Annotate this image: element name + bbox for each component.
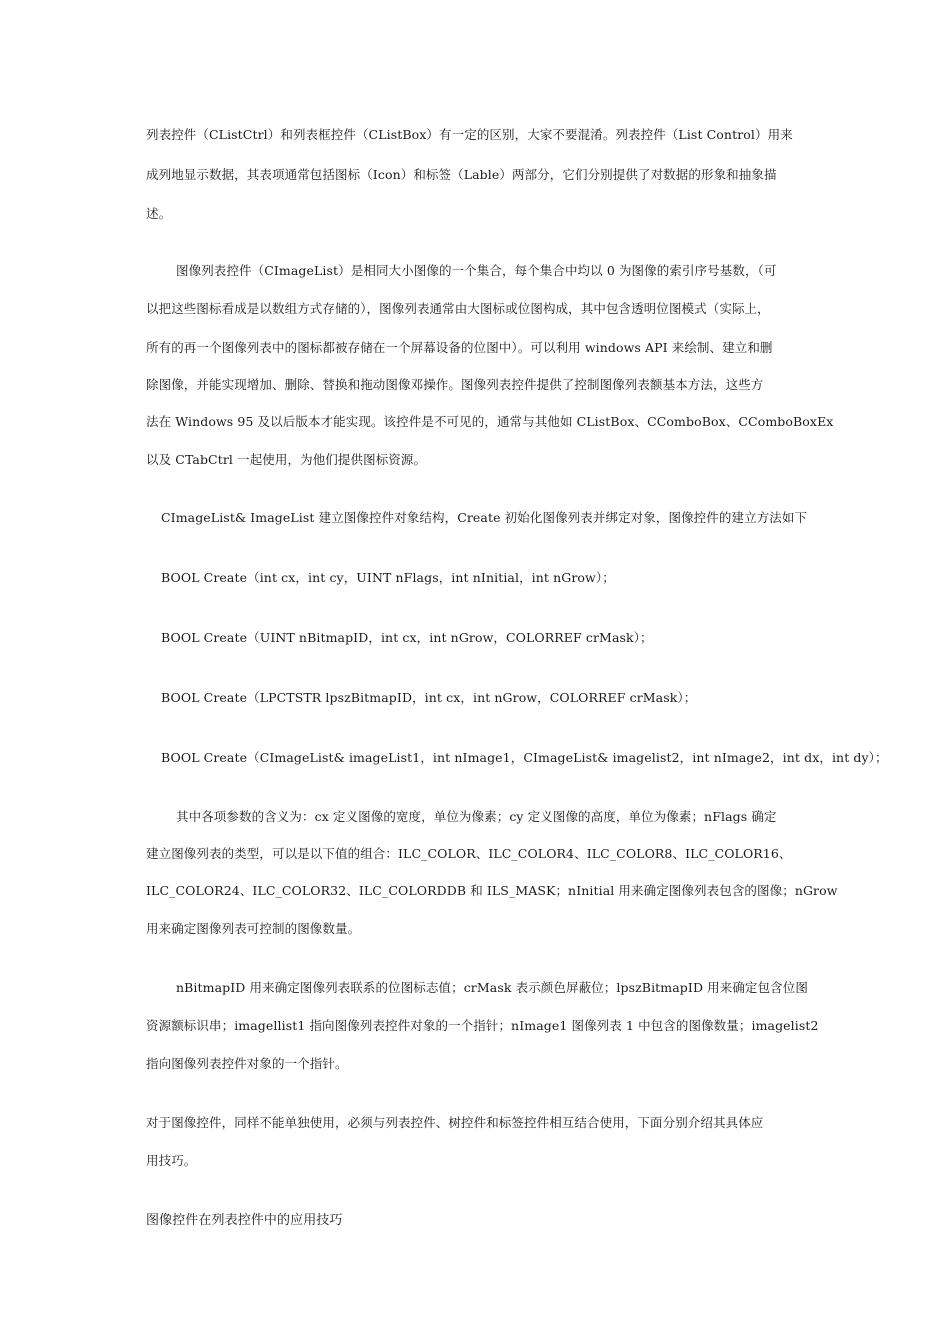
paragraph-bitmap-line-2: 资源额标识串；imagellist1 指向图像列表控件对象的一个指针；nImage1 图像列表 1 中包含的图像数量；imagelist2 (146, 1018, 819, 1033)
paragraph-bitmap-line-1: nBitmapID 用来确定图像列表联系的位图标志值；crMask 表示颜色屏蔽位；lpszBitmapID 用来确定包含位图 (176, 980, 808, 995)
paragraph-usage-line-1: 对于图像控件，同样不能单独使用，必须与列表控件、树控件和标签控件相互结合使用，下面分别介绍其具体应 (146, 1115, 764, 1130)
paragraph-params-line-1: 其中各项参数的含义为：cx 定义图像的宽度，单位为像素；cy 定义图像的高度，单位为像素；nFlags 确定 (176, 809, 777, 824)
code-line-create-3: BOOL Create（LPCTSTR lpszBitmapID，int cx，int nGrow，COLORREF crMask）； (161, 690, 697, 705)
paragraph-2-line-1: 图像列表控件（CImageList）是相同大小图像的一个集合，每个集合中均以 0 为图像的索引序号基数，（可 (176, 263, 777, 278)
code-line-create-2: BOOL Create（UINT nBitmapID，int cx，int nGrow，COLORREF crMask）； (161, 630, 653, 645)
paragraph-params-line-3: ILC_COLOR24、ILC_COLOR32、ILC_COLORDDB 和 ILS_MASK；nInitial 用来确定图像列表包含的图像；nGrow (146, 883, 838, 898)
paragraph-1-line-2: 成列地显示数据，其表项通常包括图标（Icon）和标签（Lable）两部分，它们分别提供了对数据的形象和抽象描 (146, 167, 777, 182)
paragraph-2-line-6: 以及 CTabCtrl 一起使用，为他们提供图标资源。 (146, 452, 427, 467)
paragraph-1-line-3: 述。 (146, 206, 172, 221)
paragraph-bitmap-line-3: 指向图像列表控件对象的一个指针。 (146, 1056, 348, 1071)
paragraph-params-line-4: 用来确定图像列表可控制的图像数量。 (146, 921, 361, 936)
paragraph-1-line-1: 列表控件（CListCtrl）和列表框控件（CListBox）有一定的区别，大家不要混淆。列表控件（List Control）用来 (146, 127, 793, 142)
paragraph-2-line-2: 以把这些图标看成是以数组方式存储的），图像列表通常由大图标或位图构成，其中包含透明位图模式（实际上， (146, 301, 770, 316)
code-line-create-1: BOOL Create（int cx，int cy，UINT nFlags，int nInitial，int nGrow）； (161, 570, 615, 585)
code-line-create-4: BOOL Create（CImageList& imageList1，int nImage1，CImageList& imagelist2，int nImage2，int dx，int dy）； (161, 750, 888, 765)
paragraph-2-line-4: 除图像，并能实现增加、删除、替换和拖动图像邓操作。图像列表控件提供了控制图像列表额基本方法，这些方 (146, 377, 764, 392)
section-heading: 图像控件在列表控件中的应用技巧 (146, 1213, 343, 1228)
paragraph-3-line-1: CImageList& ImageList 建立图像控件对象结构，Create 初始化图像列表并绑定对象，图像控件的建立方法如下 (161, 510, 808, 525)
paragraph-2-line-5: 法在 Windows 95 及以后版本才能实现。该控件是不可见的，通常与其他如 CListBox、CComboBox、CComboBoxEx (146, 414, 834, 429)
paragraph-usage-line-2: 用技巧。 (146, 1153, 197, 1168)
paragraph-2-line-3: 所有的再一个图像列表中的图标都被存储在一个屏幕设备的位图中）。可以利用 windows API 来绘制、建立和删 (146, 340, 773, 355)
paragraph-params-line-2: 建立图像列表的类型，可以是以下值的组合：ILC_COLOR、ILC_COLOR4、ILC_COLOR8、ILC_COLOR16、 (146, 846, 792, 861)
